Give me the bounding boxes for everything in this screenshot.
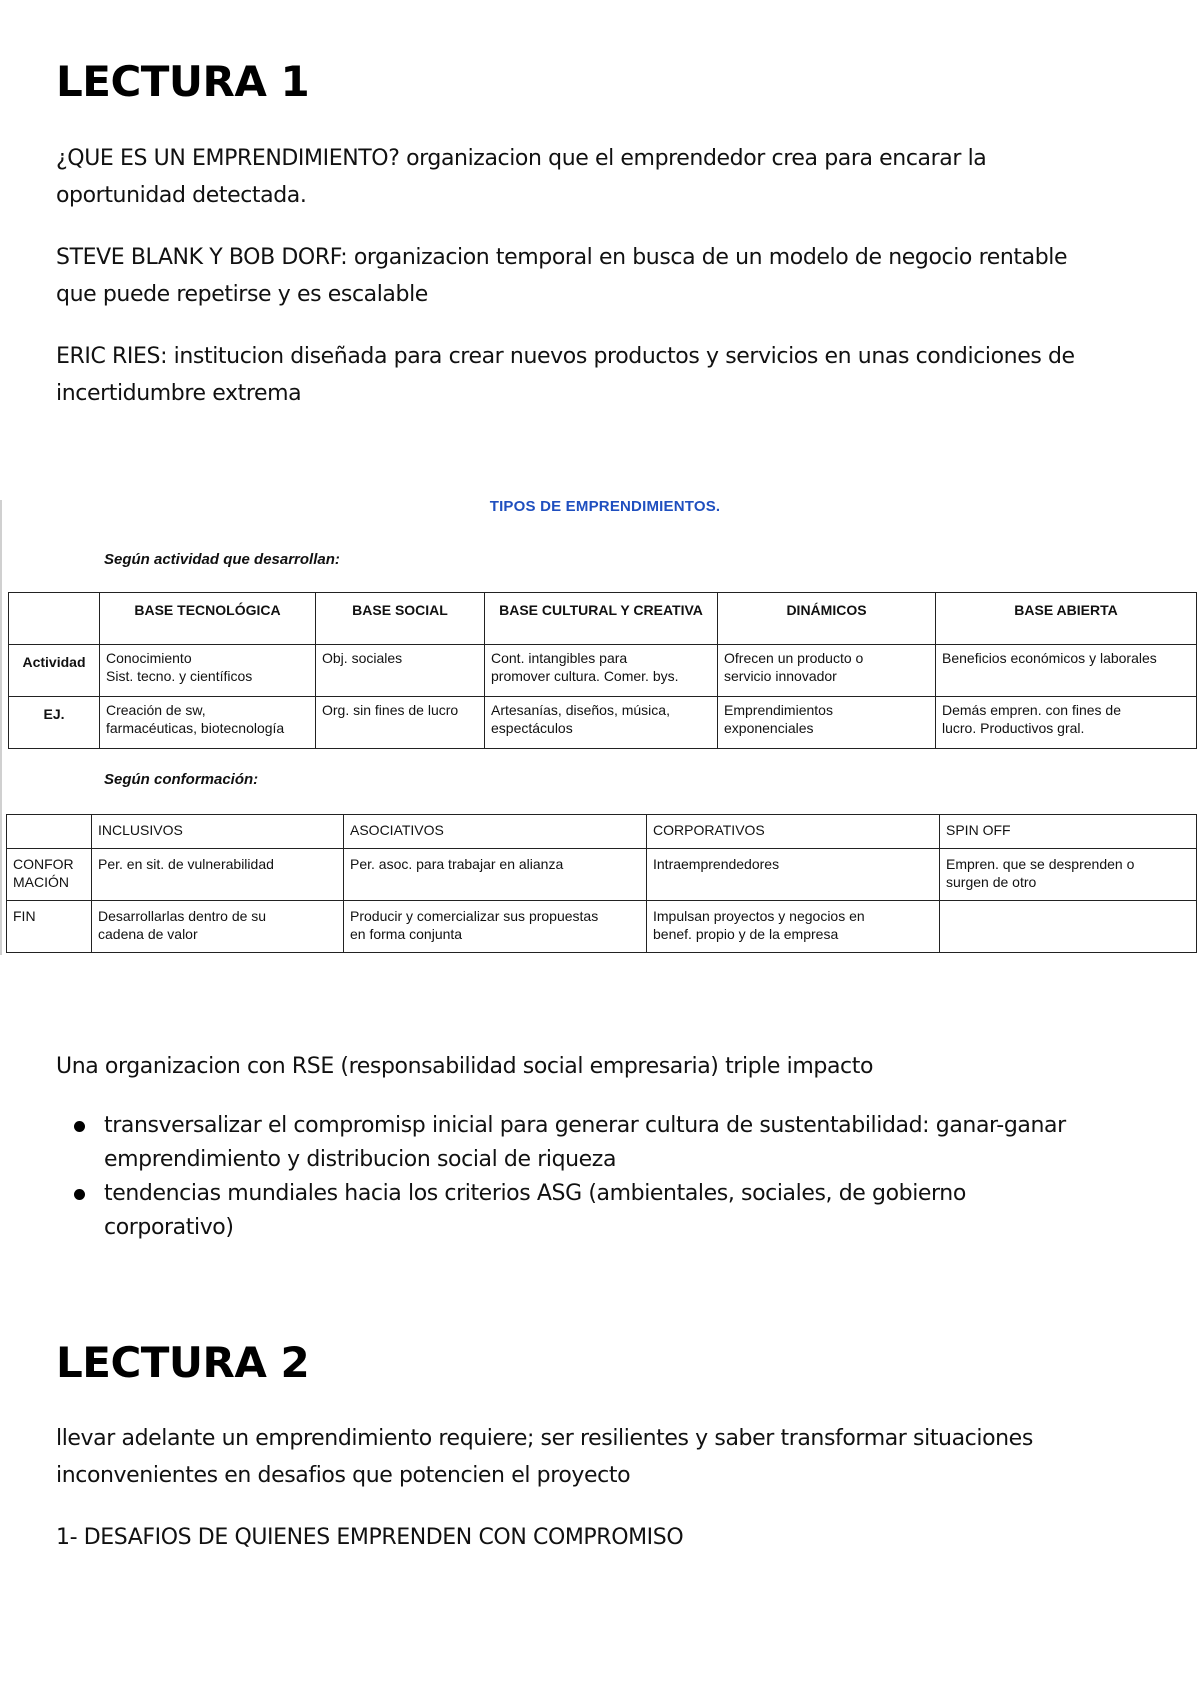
- text-line: oportunidad detectada.: [56, 183, 307, 208]
- rse-intro-paragraph: Una organizacion con RSE (responsabilidad social empresaria) triple impacto: [56, 1054, 874, 1079]
- text-line: llevar adelante un emprendimiento requiere; ser resilientes y saber transformar situaciones: [56, 1426, 1033, 1451]
- lectura1-paragraph-emprendimiento: [56, 140, 1156, 214]
- row-header-conformacion: CONFOR MACIÓN: [7, 849, 92, 901]
- header-cell-corporativos: CORPORATIVOS: [647, 815, 940, 849]
- lectura2-heading: LECTURA 2: [56, 1338, 310, 1387]
- table-cell: Intraemprendedores: [647, 849, 940, 901]
- lectura1-paragraph-blank-dorf: [56, 239, 1156, 313]
- header-cell-base-social: BASE SOCIAL: [316, 593, 485, 645]
- text-line: emprendimiento y distribucion social de riqueza: [104, 1147, 617, 1172]
- bullet-icon: [74, 1189, 85, 1200]
- header-cell-empty: [9, 593, 100, 645]
- table-cell: Empren. que se desprenden o surgen de otro: [940, 849, 1197, 901]
- lectura1-heading: LECTURA 1: [56, 57, 310, 106]
- header-cell-spin-off: SPIN OFF: [940, 815, 1197, 849]
- header-cell-base-abierta: BASE ABIERTA: [936, 593, 1197, 645]
- header-cell-base-cultural: BASE CULTURAL Y CREATIVA: [485, 593, 718, 645]
- table-header-row: [9, 593, 1197, 645]
- header-cell-empty: [7, 815, 92, 849]
- table-row: [9, 697, 1197, 749]
- header-cell-base-tecnologica: BASE TECNOLÓGICA: [100, 593, 316, 645]
- rse-bullet-list: [56, 1109, 1156, 1245]
- text-line: STEVE BLANK Y BOB DORF: organizacion temporal en busca de un modelo de negocio rentable: [56, 245, 1068, 270]
- text-line: corporativo): [104, 1215, 234, 1240]
- header-cell-dinamicos: DINÁMICOS: [718, 593, 936, 645]
- table-cell: Beneficios económicos y laborales: [936, 645, 1197, 697]
- figure-subtitle-actividad: Según actividad que desarrollan:: [104, 551, 340, 568]
- row-header-fin: FIN: [7, 901, 92, 953]
- table-cell: Creación de sw, farmacéuticas, biotecnología: [100, 697, 316, 749]
- table-cell: Per. asoc. para trabajar en alianza: [344, 849, 647, 901]
- table-cell: Ofrecen un producto o servicio innovador: [718, 645, 936, 697]
- text-line: transversalizar el compromisp inicial para generar cultura de sustentabilidad: ganar-ganar: [104, 1113, 1066, 1138]
- figure-edge: [0, 500, 2, 955]
- table-cell: Per. en sit. de vulnerabilidad: [92, 849, 344, 901]
- table-header-row: [7, 815, 1197, 849]
- table-row: [7, 901, 1197, 953]
- table-cell: Desarrollarlas dentro de su cadena de valor: [92, 901, 344, 953]
- lectura2-paragraph-desafios: 1- DESAFIOS DE QUIENES EMPRENDEN CON COMPROMISO: [56, 1525, 684, 1550]
- table-row: [9, 645, 1197, 697]
- header-cell-inclusivos: INCLUSIVOS: [92, 815, 344, 849]
- row-header-ej: EJ.: [9, 697, 100, 749]
- table-cell: Org. sin fines de lucro: [316, 697, 485, 749]
- text-line: que puede repetirse y es escalable: [56, 282, 428, 307]
- text-line: ¿QUE ES UN EMPRENDIMIENTO? organizacion que el emprendedor crea para encarar la: [56, 146, 987, 171]
- table-cell: Artesanías, diseños, música, espectáculos: [485, 697, 718, 749]
- table-segun-actividad: [8, 592, 1197, 749]
- list-item: [56, 1177, 1156, 1245]
- text-line: ERIC RIES: institucion diseñada para crear nuevos productos y servicios en unas condiciones de: [56, 344, 1075, 369]
- lectura2-paragraph-resilientes: [56, 1420, 1156, 1494]
- table-cell: [940, 901, 1197, 953]
- table-row: [7, 849, 1197, 901]
- bullet-icon: [74, 1121, 85, 1132]
- table-cell: Obj. sociales: [316, 645, 485, 697]
- table-cell: Impulsan proyectos y negocios en benef. propio y de la empresa: [647, 901, 940, 953]
- header-cell-asociativos: ASOCIATIVOS: [344, 815, 647, 849]
- list-item: [56, 1109, 1156, 1177]
- table-cell: Demás empren. con fines de lucro. Productivos gral.: [936, 697, 1197, 749]
- text-line: inconvenientes en desafios que potencien el proyecto: [56, 1463, 631, 1488]
- table-cell: Conocimiento Sist. tecno. y científicos: [100, 645, 316, 697]
- table-cell: Emprendimientos exponenciales: [718, 697, 936, 749]
- text-line: incertidumbre extrema: [56, 381, 302, 406]
- figure-subtitle-conformacion: Según conformación:: [104, 771, 259, 788]
- table-cell: Producir y comercializar sus propuestas en forma conjunta: [344, 901, 647, 953]
- row-header-actividad: Actividad: [9, 645, 100, 697]
- figure-title: TIPOS DE EMPRENDIMIENTOS.: [489, 498, 721, 515]
- tipos-emprendimientos-figure: [0, 492, 1200, 962]
- table-segun-conformacion: [6, 814, 1197, 953]
- text-line: tendencias mundiales hacia los criterios ASG (ambientales, sociales, de gobierno: [104, 1181, 966, 1206]
- lectura1-paragraph-ries: [56, 338, 1156, 412]
- table-cell: Cont. intangibles para promover cultura. Comer. bys.: [485, 645, 718, 697]
